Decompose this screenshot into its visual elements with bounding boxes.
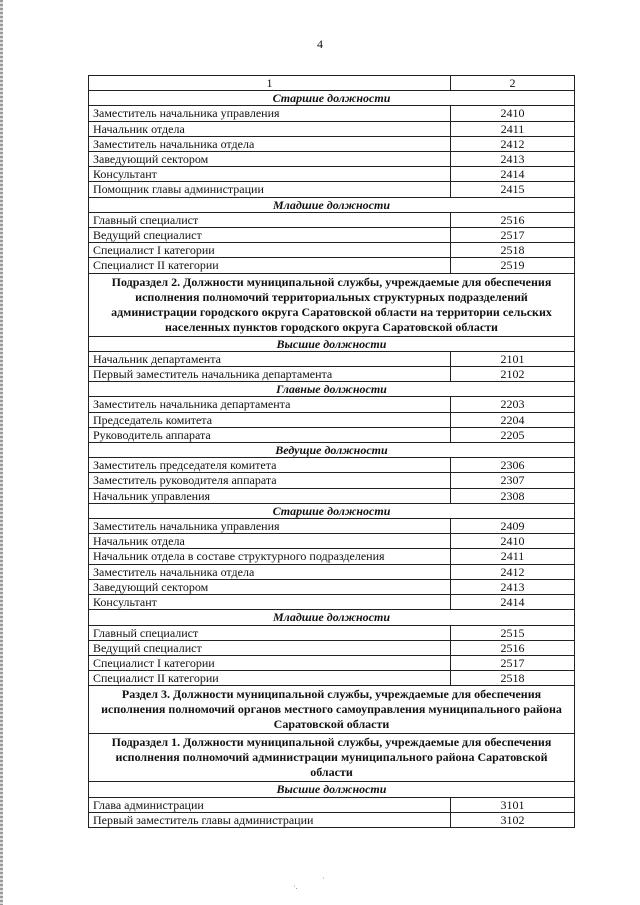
category-heading: Высшие должности [89,782,575,797]
table-row [89,228,575,243]
position-name: Специалист I категории [89,655,451,670]
table-row [89,534,575,549]
position-name: Председатель комитета [89,412,451,427]
position-code: 2203 [451,397,575,412]
category-row [89,91,575,106]
table-header-row [89,76,575,91]
column-header-2: 2 [451,76,575,91]
position-name: Первый заместитель начальника департамента [89,367,451,382]
position-code: 2102 [451,367,575,382]
position-code: 2413 [451,579,575,594]
table-row [89,812,575,827]
position-name: Заместитель начальника управления [89,106,451,121]
category-row [89,336,575,351]
category-row [89,782,575,797]
table-row [89,106,575,121]
scan-speck: · [322,874,325,883]
table-row [89,182,575,197]
category-heading: Младшие должности [89,610,575,625]
table-row [89,212,575,227]
position-name: Первый заместитель главы администрации [89,812,451,827]
table-row [89,243,575,258]
position-code: 2412 [451,564,575,579]
position-code: 2410 [451,106,575,121]
positions-table [88,75,575,828]
position-name: Заместитель руководителя аппарата [89,473,451,488]
section-heading: Подраздел 2. Должности муниципальной службы, учреждаемые для обеспечения исполнения полномочий территориальных структурных подразделений администрации городского округа Саратовской области на территории сельских населенных пунктов городского округа Саратовской области [89,273,575,336]
position-code: 2414 [451,167,575,182]
position-name: Заведующий сектором [89,152,451,167]
position-code: 2101 [451,351,575,366]
table-row [89,549,575,564]
position-code: 3101 [451,797,575,812]
category-row [89,443,575,458]
table-row [89,458,575,473]
position-name: Специалист II категории [89,258,451,273]
position-code: 2308 [451,488,575,503]
category-heading: Главные должности [89,382,575,397]
position-name: Ведущий специалист [89,640,451,655]
table-row [89,473,575,488]
position-code: 2411 [451,121,575,136]
position-name: Заместитель начальника управления [89,519,451,534]
section-heading: Раздел 3. Должности муниципальной службы, учреждаемые для обеспечения исполнения полномочий органов местного самоуправления муниципального района Саратовской области [89,686,575,734]
table-row [89,152,575,167]
position-name: Заместитель начальника отдела [89,136,451,151]
position-name: Помощник главы администрации [89,182,451,197]
position-code: 3102 [451,812,575,827]
position-name: Главный специалист [89,625,451,640]
category-row [89,382,575,397]
position-code: 2204 [451,412,575,427]
category-heading: Ведущие должности [89,443,575,458]
table-row [89,121,575,136]
position-code: 2306 [451,458,575,473]
position-code: 2515 [451,625,575,640]
position-code: 2415 [451,182,575,197]
position-code: 2516 [451,640,575,655]
table-row [89,397,575,412]
position-name: Руководитель аппарата [89,427,451,442]
category-heading: Высшие должности [89,336,575,351]
scan-edge [0,0,3,905]
table-row [89,671,575,686]
category-heading: Старшие должности [89,91,575,106]
table-row [89,564,575,579]
position-code: 2518 [451,671,575,686]
table-row [89,488,575,503]
position-name: Главный специалист [89,212,451,227]
category-row [89,503,575,518]
position-code: 2517 [451,228,575,243]
table-row [89,579,575,594]
table-row [89,167,575,182]
category-heading: Младшие должности [89,197,575,212]
column-header-1: 1 [89,76,451,91]
table-row [89,797,575,812]
section-row [89,734,575,782]
position-name: Начальник департамента [89,351,451,366]
position-name: Специалист I категории [89,243,451,258]
page-number: 4 [317,37,323,51]
position-name: Консультант [89,595,451,610]
position-name: Заместитель начальника отдела [89,564,451,579]
table-row [89,640,575,655]
position-code: 2410 [451,534,575,549]
category-heading: Старшие должности [89,503,575,518]
table-row [89,351,575,366]
position-code: 2516 [451,212,575,227]
position-name: Заместитель председателя комитета [89,458,451,473]
position-code: 2518 [451,243,575,258]
position-name: Глава администрации [89,797,451,812]
section-row [89,273,575,336]
table-row [89,427,575,442]
table-row [89,412,575,427]
table-row [89,519,575,534]
position-code: 2411 [451,549,575,564]
position-code: 2205 [451,427,575,442]
position-name: Начальник отдела в составе структурного подразделения [89,549,451,564]
table-row [89,258,575,273]
scan-speck: ·. [293,882,298,891]
table-row [89,367,575,382]
position-code: 2412 [451,136,575,151]
table-row [89,625,575,640]
position-name: Начальник отдела [89,121,451,136]
position-code: 2307 [451,473,575,488]
position-name: Специалист II категории [89,671,451,686]
position-name: Консультант [89,167,451,182]
position-name: Ведущий специалист [89,228,451,243]
table-row [89,136,575,151]
category-row [89,197,575,212]
table-row [89,655,575,670]
position-name: Начальник управления [89,488,451,503]
position-name: Начальник отдела [89,534,451,549]
position-name: Заместитель начальника департамента [89,397,451,412]
table-row [89,595,575,610]
category-row [89,610,575,625]
section-row [89,686,575,734]
position-code: 2414 [451,595,575,610]
position-code: 2519 [451,258,575,273]
position-code: 2409 [451,519,575,534]
section-heading: Подраздел 1. Должности муниципальной службы, учреждаемые для обеспечения исполнения полномочий администрации муниципального района Саратовской области [89,734,575,782]
position-code: 2413 [451,152,575,167]
position-name: Заведующий сектором [89,579,451,594]
position-code: 2517 [451,655,575,670]
